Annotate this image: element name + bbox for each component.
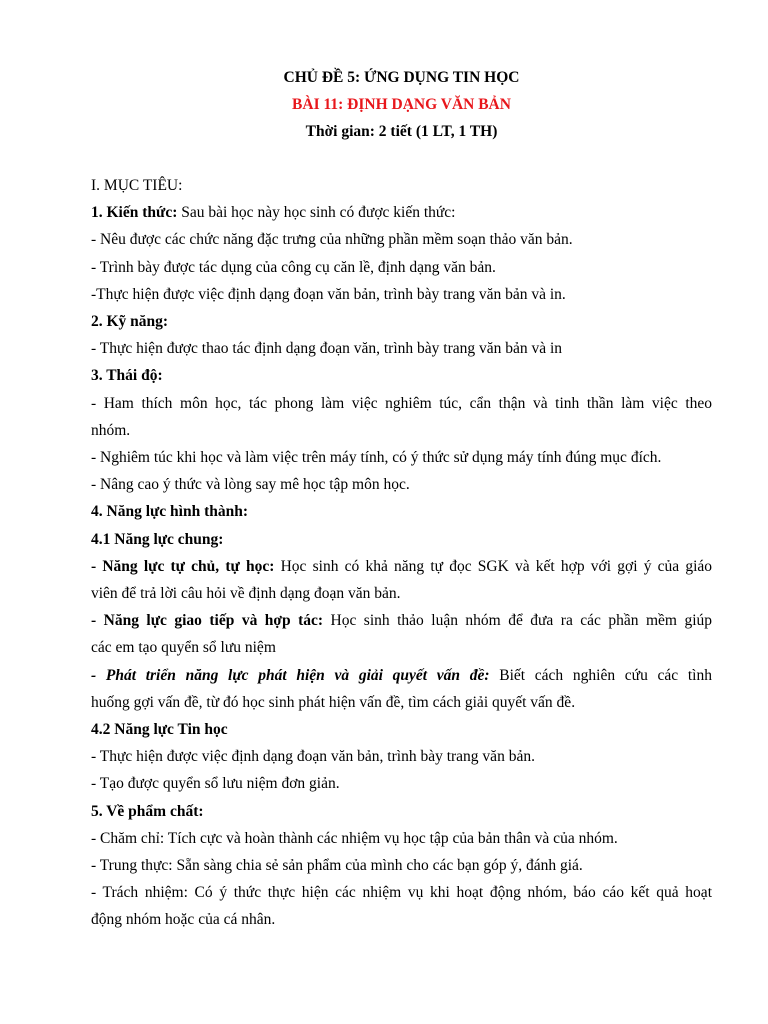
knowledge-item: - Trình bày được tác dụng của công cụ căn lề, định dạng văn bản. bbox=[91, 258, 496, 276]
attitude-label: 3. Thái độ: bbox=[91, 367, 163, 385]
problem-solving-line bbox=[91, 662, 712, 689]
qualities-label: 5. Về phẩm chất: bbox=[91, 802, 204, 820]
competence-label: 4. Năng lực hình thành: bbox=[91, 503, 249, 521]
skills-item: - Thực hiện được thao tác định dạng đoạn văn, trình bày trang văn bản và in bbox=[91, 340, 563, 358]
problem-solving-text: Biết cách nghiên cứu các tình bbox=[489, 666, 712, 684]
skills-label: 2. Kỹ năng: bbox=[91, 313, 169, 331]
problem-solving-label: - Phát triển năng lực phát hiện và giải quyết vấn đề: bbox=[91, 666, 490, 684]
document-page bbox=[91, 66, 712, 934]
knowledge-label: 1. Kiến thức: bbox=[91, 204, 178, 222]
topic-title: CHỦ ĐỀ 5: ỨNG DỤNG TIN HỌC bbox=[283, 69, 520, 86]
attitude-item: - Nâng cao ý thức và lòng say mê học tập môn học. bbox=[91, 476, 410, 494]
it-competence-item: - Tạo được quyển sổ lưu niệm đơn giản. bbox=[91, 775, 340, 793]
qualities-item-line: - Trách nhiệm: Có ý thức thực hiện các nhiệm vụ khi hoạt động nhóm, báo cáo kết quả hoạt bbox=[91, 884, 712, 902]
attitude-item-line: nhóm. bbox=[91, 421, 131, 439]
knowledge-item: - Nêu được các chức năng đặc trưng của những phần mềm soạn thảo văn bản. bbox=[91, 231, 573, 249]
general-competence-label: 4.1 Năng lực chung: bbox=[91, 530, 224, 548]
qualities-item: - Chăm chỉ: Tích cực và hoàn thành các nhiệm vụ học tập của bản thân và của nhóm. bbox=[91, 829, 618, 847]
section-roman-numeral: I bbox=[91, 177, 97, 194]
section-heading-text: . MỤC TIÊU: bbox=[96, 177, 183, 194]
qualities-heading bbox=[91, 798, 712, 825]
qualities-item-line-2: động nhóm hoặc của cá nhân. bbox=[91, 911, 276, 929]
self-study-text: Học sinh có khả năng tự đọc SGK và kết hợp với gợi ý của giáo bbox=[274, 557, 713, 575]
it-competence-item: - Thực hiện được việc định dạng đoạn văn bản, trình bày trang văn bản. bbox=[91, 748, 535, 766]
communication-text: Học sinh thảo luận nhóm để đưa ra các phần mềm giúp bbox=[323, 612, 713, 630]
attitude-heading bbox=[91, 362, 712, 389]
it-competence-heading bbox=[91, 716, 712, 743]
attitude-item-line: - Ham thích môn học, tác phong làm việc nghiêm túc, cẩn thận và tinh thần làm việc theo bbox=[91, 394, 712, 412]
communication-line-2: các em tạo quyển sổ lưu niệm bbox=[91, 639, 276, 657]
skills-heading bbox=[91, 308, 712, 335]
self-study-line-2: viên để trả lời câu hỏi về định dạng đoạn văn bản. bbox=[91, 585, 401, 603]
qualities-item: - Trung thực: Sẵn sàng chia sẻ sản phẩm của mình cho các bạn góp ý, đánh giá. bbox=[91, 857, 583, 875]
general-competence-heading bbox=[91, 526, 712, 553]
section-objectives-heading bbox=[91, 172, 712, 199]
competence-heading bbox=[91, 498, 712, 525]
attitude-item: - Nghiêm túc khi học và làm việc trên máy tính, có ý thức sử dụng máy tính đúng mục đích. bbox=[91, 449, 662, 467]
communication-label: - Năng lực giao tiếp và hợp tác: bbox=[91, 612, 324, 630]
knowledge-intro: Sau bài học này học sinh có được kiến thức: bbox=[177, 204, 456, 222]
it-competence-label: 4.2 Năng lực Tin học bbox=[91, 721, 228, 739]
knowledge-item: -Thực hiện được việc định dạng đoạn văn bản, trình bày trang văn bản và in. bbox=[91, 285, 566, 303]
self-study-line bbox=[91, 553, 712, 580]
duration-line: Thời gian: 2 tiết (1 LT, 1 TH) bbox=[305, 123, 498, 140]
self-study-label: - Năng lực tự chủ, tự học: bbox=[91, 557, 275, 575]
knowledge-heading bbox=[91, 199, 712, 226]
lesson-title: BÀI 11: ĐỊNH DẠNG VĂN BẢN bbox=[292, 96, 511, 113]
communication-line bbox=[91, 607, 712, 634]
problem-solving-line-2: huống gợi vấn đề, từ đó học sinh phát hiện vấn đề, tìm cách giải quyết vấn đề. bbox=[91, 693, 576, 711]
